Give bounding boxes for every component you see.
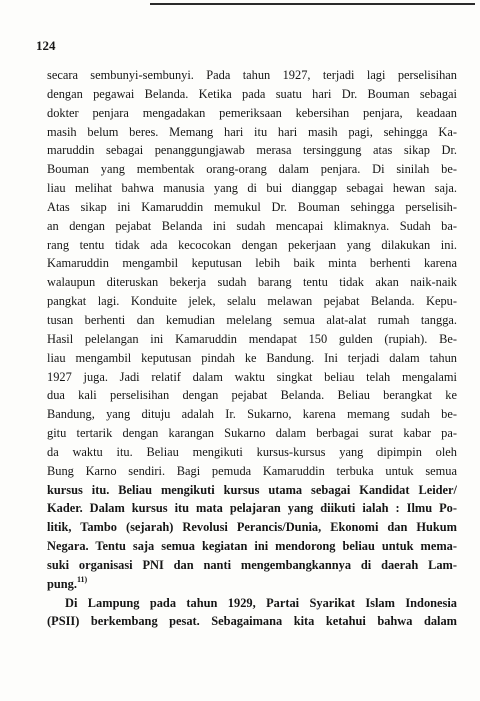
text-line: secara sembunyi-sembunyi. Pada tahun 1927, terjadi lagi perselisihan <box>47 68 457 82</box>
text-line: (PSII) berkembang pesat. Sebagaimana kita ketahui bahwa dalam <box>47 614 457 629</box>
last-line-text: pung. <box>47 576 77 591</box>
text-line: Atas sikap ini Kamaruddin memukul Dr. Bouman sehingga perselisih- <box>47 199 457 214</box>
text-line: da waktu itu. Beliau mengikuti kursus-kursus yang dipimpin oleh <box>47 444 457 459</box>
text-line: an dengan pejabat Belanda ini sudah mencapai klimaknya. Sudah ba- <box>47 218 457 233</box>
text-line: Hasil pelelangan ini Kamaruddin mendapat 150 gulden (rupiah). Be- <box>47 331 457 346</box>
text-line: liau melihat bahwa manusia yang di bui dianggap sebagai hewan saja. <box>47 181 457 196</box>
text-line: pangkat lagi. Konduite jelek, selalu melawan pejabat Belanda. Kepu- <box>47 294 457 309</box>
text-line: suki organisasi PNI dan nanti mengembangkannya di daerah Lam- <box>47 557 457 572</box>
paragraph-first-line: Di Lampung pada tahun 1929, Partai Syarikat Islam Indonesia <box>65 595 457 610</box>
text-line: Kader. Dalam kursus itu mata pelajaran yang diikuti ialah : Ilmu Po- <box>47 501 457 516</box>
text-line: Kamaruddin mengambil keputusan lebih baik minta berhenti karena <box>47 256 457 271</box>
text-line: Negara. Tentu saja semua kegiatan ini mendorong beliau untuk mema- <box>47 539 457 554</box>
text-line: maruddin sebagai penanggungjawab merasa tersinggung atas sikap Dr. <box>47 143 457 158</box>
text-line: tusan berhenti dan kemudian melelang semua alat-alat rumah tangga. <box>47 312 457 327</box>
text-line: walaupun diteruskan bekerja sudah barang tentu tidak akan naik-naik <box>47 275 457 290</box>
text-line: 1927 juga. Jadi relatif dalam waktu singkat beliau telah mengalami <box>47 369 457 384</box>
text-line: rang tentu tidak ada kecocokan dengan pekerjaan yang dilakukan ini. <box>47 237 457 252</box>
body-text <box>47 66 457 631</box>
text-line: litik, Tambo (sejarah) Revolusi Perancis/Dunia, Ekonomi dan Hukum <box>47 520 457 535</box>
top-rule <box>150 3 475 5</box>
text-line: dengan pegawai Belanda. Ketika pada suatu hari Dr. Bouman sebagai <box>47 86 457 101</box>
text-line: dua kali perselisihan dengan pejabat Belanda. Beliau berangkat ke <box>47 388 457 403</box>
text-line: Bouman yang membentak orang-orang dalam penjara. Di sinilah be- <box>47 162 457 177</box>
footnote-reference: 11) <box>76 574 88 584</box>
text-line: masih belum beres. Memang hari itu hari masih pagi, sehingga Ka- <box>47 124 457 139</box>
text-line: Bandung, yang dituju adalah Ir. Sukarno, karena memang sudah be- <box>47 407 457 422</box>
text-line: Bung Karno sendiri. Bagi pemuda Kamaruddin terbuka untuk semua <box>47 463 457 478</box>
text-line: liau mengambil keputusan pindah ke Bandung. Ini terjadi dalam tahun <box>47 350 457 365</box>
page-number: 124 <box>36 38 56 53</box>
text-line: dokter penjara mengadakan pemeriksaan kebersihan penjara, keadaan <box>47 105 457 120</box>
text-line: gitu tertarik dengan karangan Sukarno dalam berbagai surat kabar pa- <box>47 426 457 441</box>
text-line: kursus itu. Beliau mengikuti kursus utama sebagai Kandidat Leider/ <box>47 482 457 497</box>
paragraph-end-line <box>47 575 457 594</box>
